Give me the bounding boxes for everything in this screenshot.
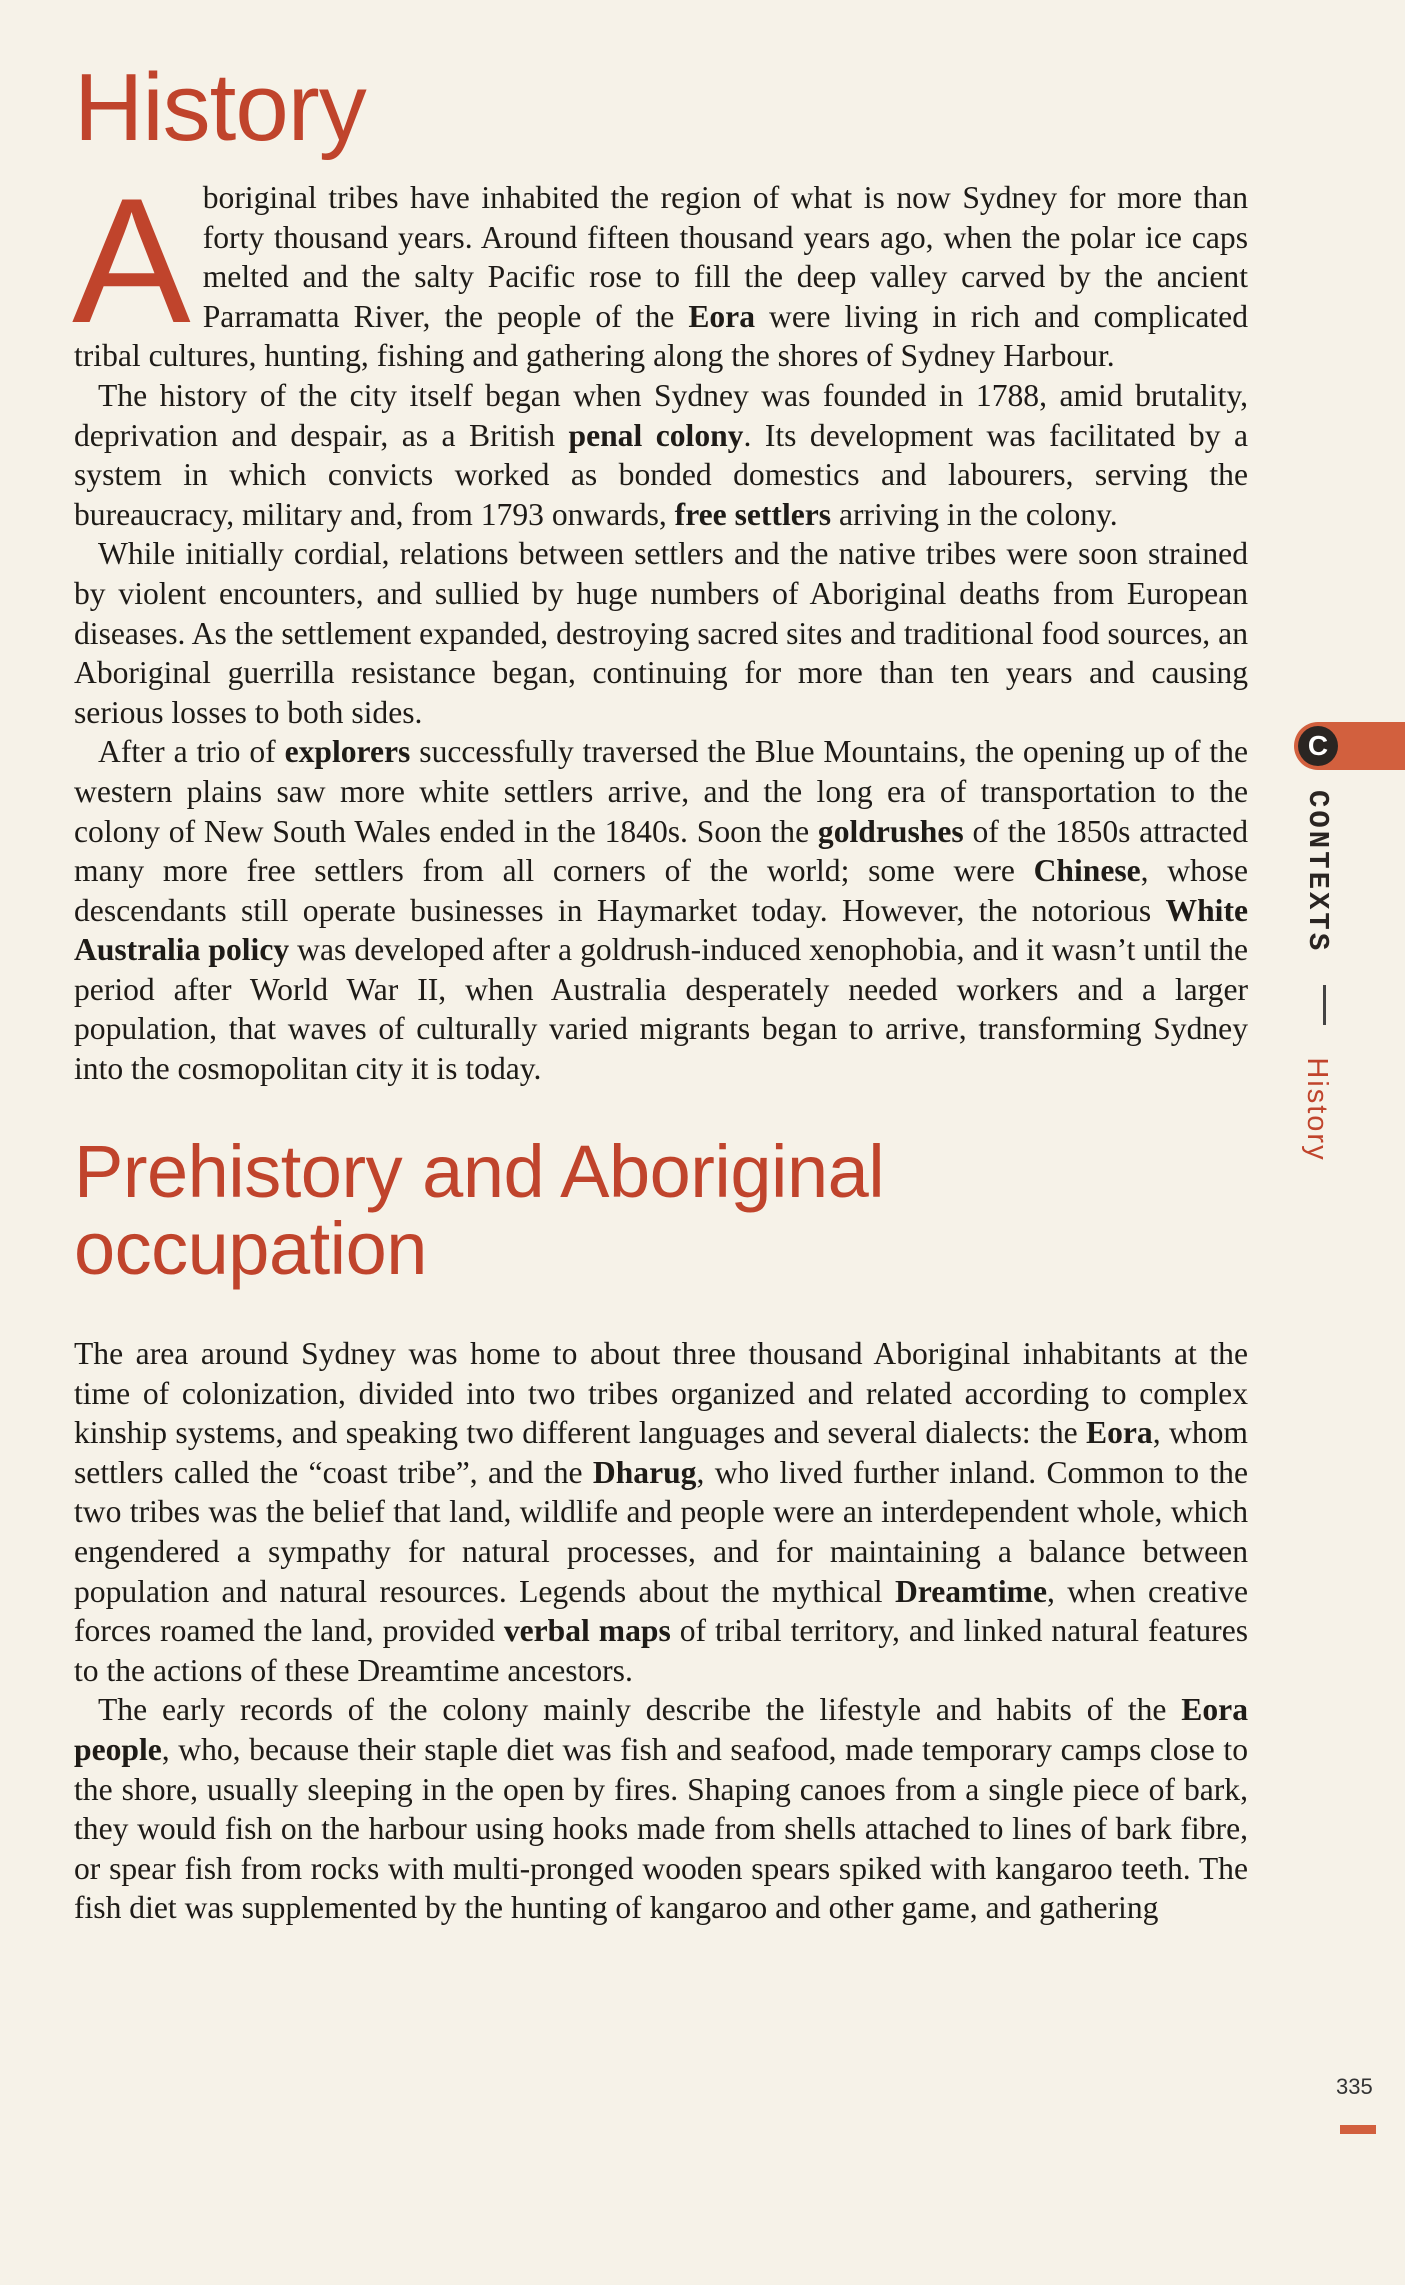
running-header-section: CONTEXTS bbox=[1301, 790, 1334, 954]
bold-term: Dreamtime bbox=[894, 1573, 1047, 1609]
running-header bbox=[1300, 790, 1334, 1162]
bold-term: free settlers bbox=[674, 496, 832, 532]
page-number-marker bbox=[1340, 2125, 1376, 2134]
running-header-chapter: History bbox=[1301, 1057, 1333, 1162]
chapter-letter-badge: C bbox=[1298, 726, 1338, 766]
bold-term: goldrushes bbox=[817, 813, 964, 849]
chapter-tab bbox=[1294, 722, 1405, 770]
running-header-divider bbox=[1323, 985, 1326, 1025]
bold-term: Eora bbox=[1086, 1415, 1153, 1451]
intro-paragraph-2: The history of the city itself began when Sydney was founded in 1788, amid brutality, deprivation and despair, as a British penal colony. Its development was facilitated by a system in which convicts worked as bonded domestics and labourers, serving the bureaucracy, military and, from 1793 onwards, free settlers arriving in the colony. bbox=[74, 377, 1248, 532]
page-content bbox=[72, 54, 1249, 1928]
bold-term: White Australia policy bbox=[74, 892, 1248, 968]
intro-paragraph-1: Aboriginal tribes have inhabited the region of what is now Sydney for more than forty thousand years. Around fifteen thousand years ago, when the polar ice caps melted and the salty Pacific rose to fill the deep valley carved by the ancient Parramatta River, the people of the Eora were living in rich and complicated tribal cultures, hunting, fishing and gathering along the shores of Sydney Harbour. bbox=[72, 161, 1249, 374]
bold-term: verbal maps bbox=[503, 1613, 671, 1649]
drop-cap: A bbox=[72, 161, 191, 360]
intro-paragraph-4: After a trio of explorers successfully traversed the Blue Mountains, the opening up of the western plains saw more white settlers arrive, and the long era of transportation to the colony of New South Wales ended in the 1840s. Soon the goldrushes of the 1850s attracted many more free settlers from all corners of the world; some were Chinese, whose descendants still operate businesses in Haymarket today. However, the notorious White Australia policy was developed after a goldrush-induced xenophobia, and it wasn’t until the period after World War II, when Australia desperately needed workers and a larger population, that waves of culturally varied migrants began to arrive, transforming Sydney into the cosmopolitan city it is today. bbox=[74, 734, 1249, 1087]
bold-term: explorers bbox=[284, 734, 411, 770]
intro-paragraph-3: While initially cordial, relations between settlers and the native tribes were soon strained by violent encounters, and sullied by huge numbers of Aboriginal deaths from European diseases. As the settlement expanded, destroying sacred sites and traditional food sources, an Aboriginal guerrilla resistance began, continuing for more than ten years and causing serious losses to both sides. bbox=[74, 536, 1248, 730]
bold-term: Eora bbox=[688, 298, 756, 334]
bold-term: penal colony bbox=[568, 417, 744, 453]
prehistory-paragraph-2: The early records of the colony mainly describe the lifestyle and habits of the Eora people, who, because their staple diet was fish and seafood, made temporary camps close to the shore, usually sleeping in the open by fires. Shaping canoes from a single piece of bark, they would fish on the harbour using hooks made from shells attached to lines of bark fibre, or spear fish from rocks with multi-pronged wooden spears spiked with kangaroo teeth. The fish diet was supplemented by the hunting of kangaroo and other game, and gathering bbox=[74, 1692, 1248, 1926]
page-number: 335 bbox=[1336, 2074, 1373, 2099]
prehistory-paragraph-1: The area around Sydney was home to about three thousand Aboriginal inhabitants at the time of colonization, divided into two tribes organized and related according to complex kinship systems, and speaking two different languages and several dialects: the Eora, whom settlers called the “coast tribe”, and the Dharug, who lived further inland. Common to the two tribes was the belief that land, wildlife and people were an interdependent whole, which engendered a sympathy for natural processes, and for maintaining a balance between population and natural resources. Legends about the mythical Dreamtime, when creative forces roamed the land, provided verbal maps of tribal territory, and linked natural features to the actions of these Dreamtime ancestors. bbox=[74, 1336, 1249, 1688]
bold-term: Chinese bbox=[1033, 853, 1141, 889]
bold-term: Dharug bbox=[592, 1454, 697, 1490]
section-title: History bbox=[74, 54, 366, 161]
bold-term: Eora people bbox=[74, 1692, 1248, 1767]
subsection-title: Prehistory and Aboriginal occupation bbox=[74, 1129, 885, 1291]
